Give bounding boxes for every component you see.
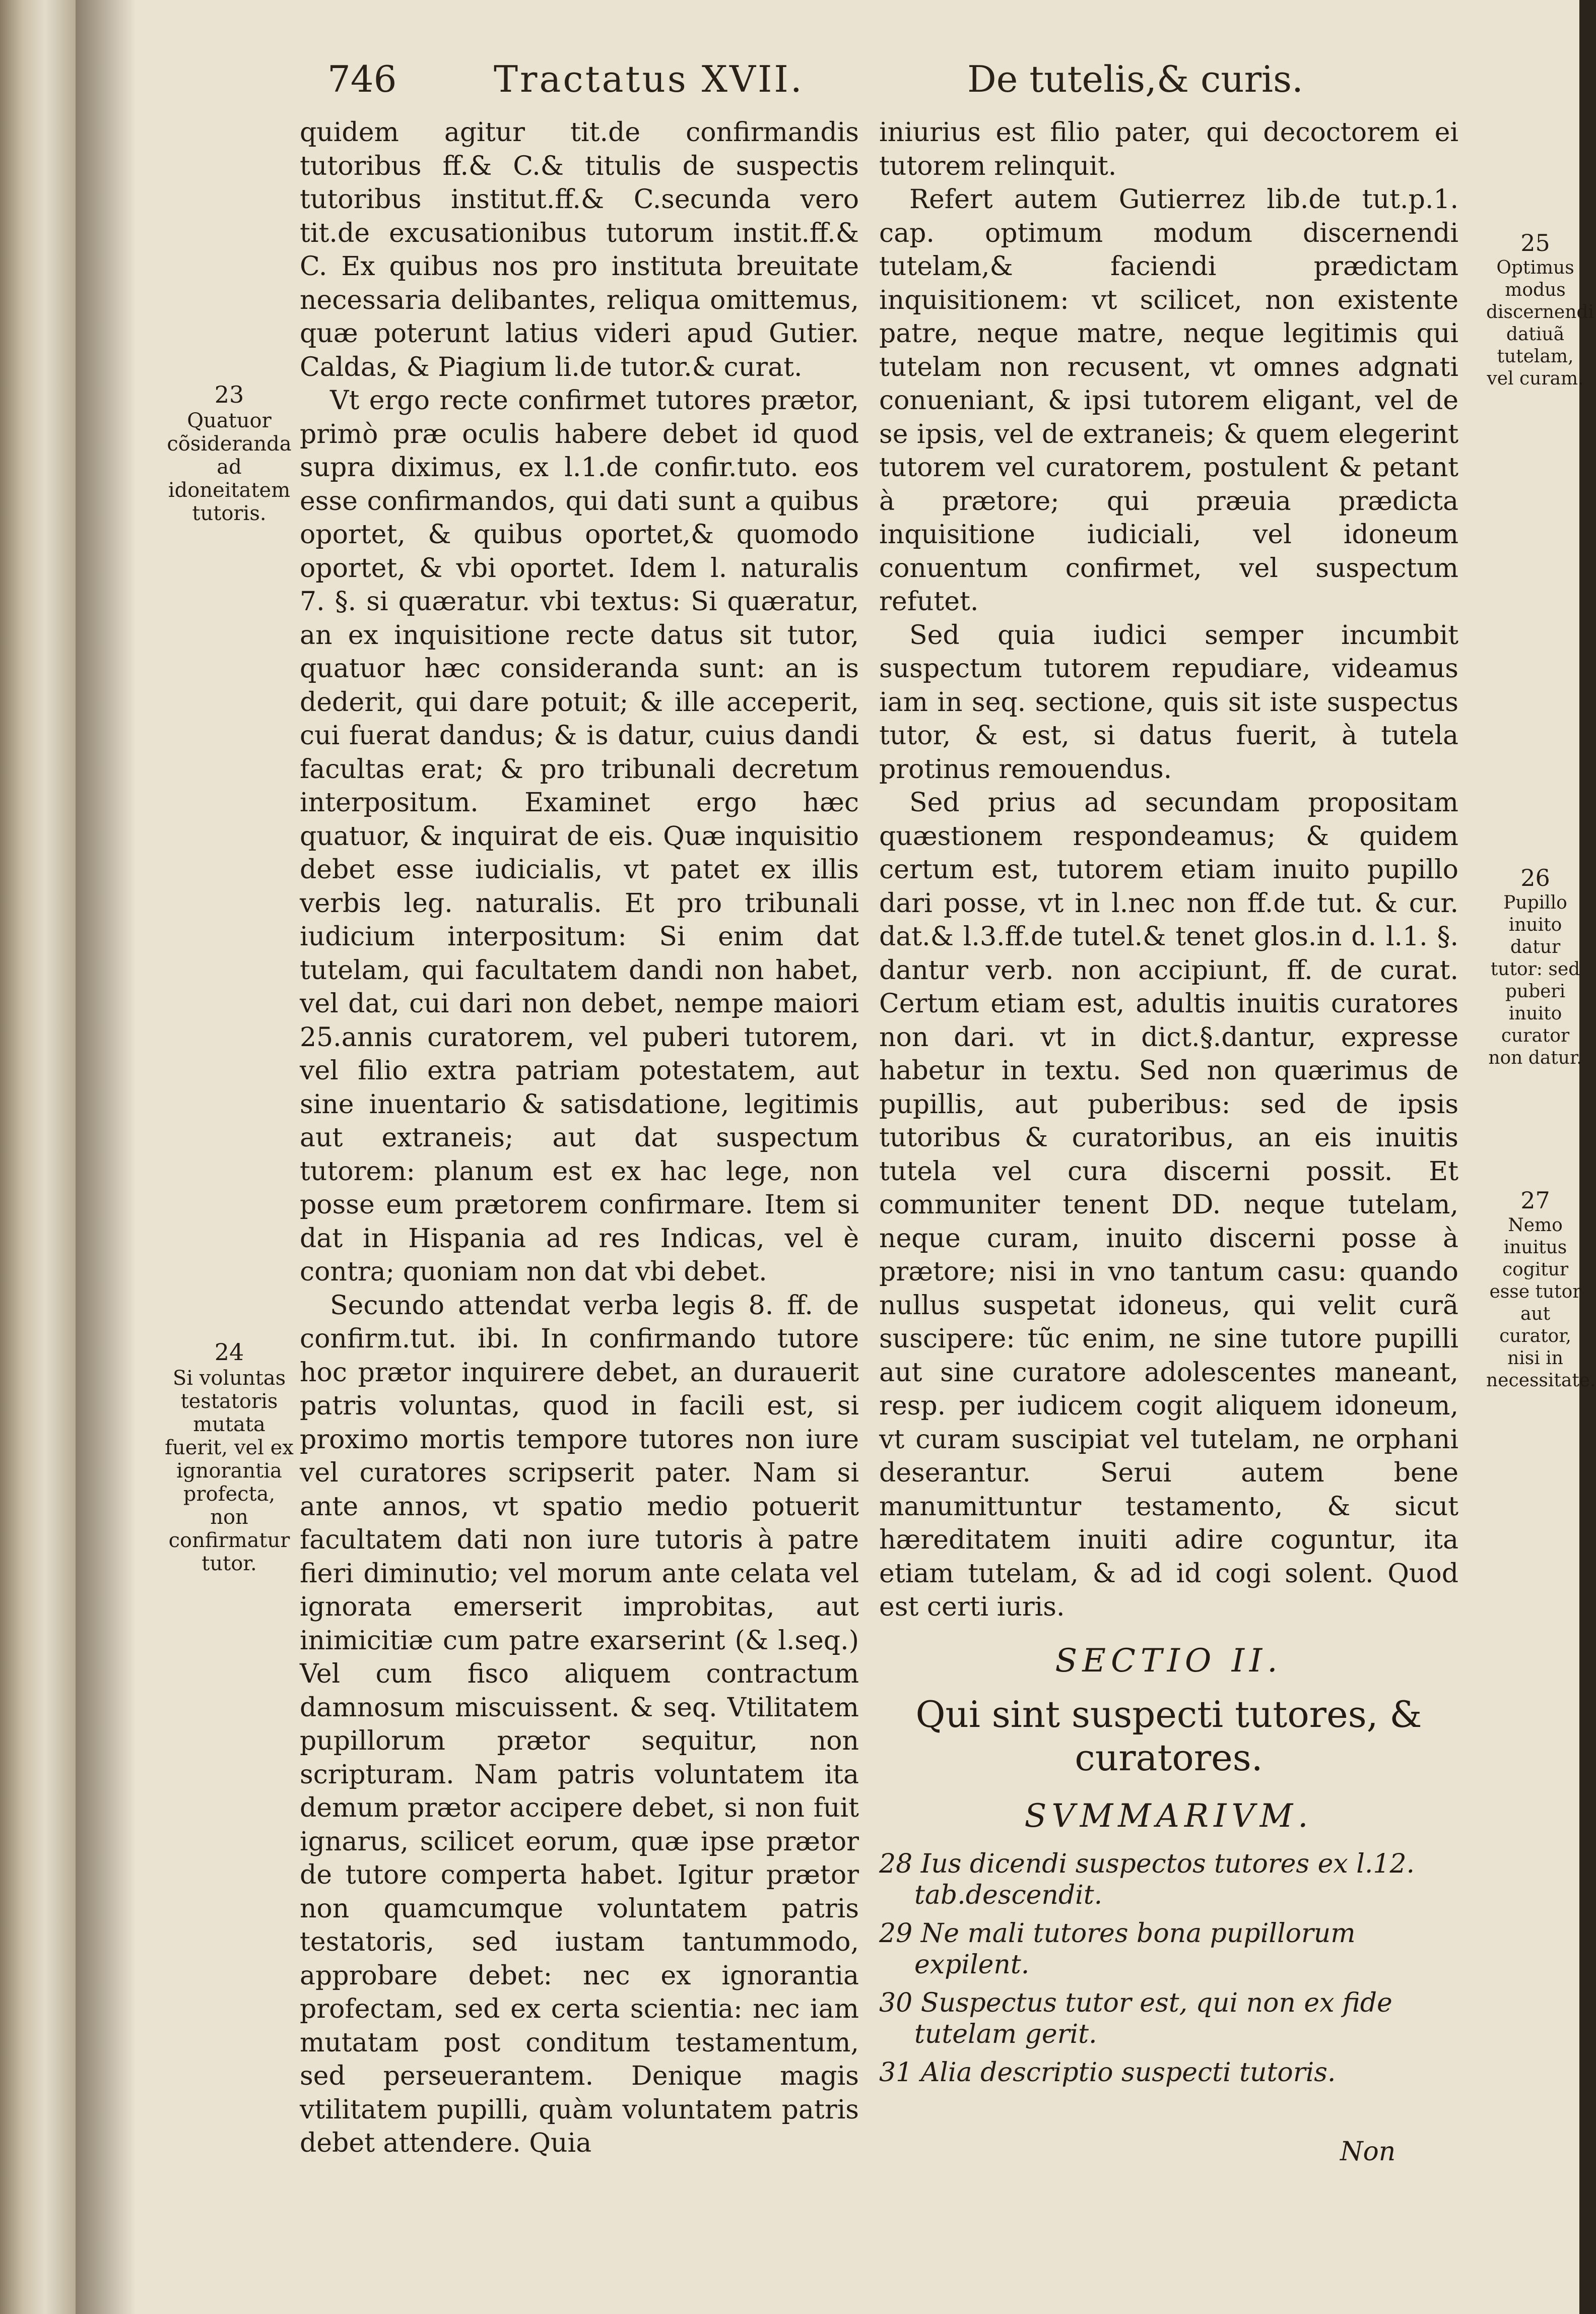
section-label: SECTIO II. — [1055, 1642, 1283, 1680]
left-column — [300, 116, 859, 2160]
book-page — [76, 0, 1596, 2314]
summary-item: 28 Ius dicendi suspectos tutores ex l.12. tab.descendit. — [879, 1848, 1415, 1910]
margin-note-number: 25 — [1520, 229, 1550, 256]
catchword: Non — [1340, 2137, 1396, 2167]
paragraph: quidem agitur tit.de confirmandis tutoribus ff.& C.& titulis de suspectis tutoribus institut.ff.& C.secunda vero tit.de excusationibus tutorum instit.ff.& C. Ex quibus nos pro instituta breuitate necessaria delibantes, reliqua omittemus, quæ poterunt latius videri apud Gutier. Caldas, & Piagium li.de tutor.& curat. — [300, 117, 859, 382]
margin-note-number: 23 — [214, 381, 244, 408]
margin-note-26 — [1486, 864, 1584, 1069]
paragraph: Sed prius ad secundam propositam quæstionem respondeamus; & quidem certum est, tutorem etiam inuito pupillo dari posse, vt in l.nec non ff.de tut. & cur. dat.& l.3.ff.de tutel.& tenet glos.in d. l.1. §. dantur verb. non accipiunt, ff. de curat. Certum etiam est, adultis inuitis curatores non dari. vt in dict.§.dantur, expresse habetur in textu. Sed non quærimus de pupillis, aut puberibus: sed de ipsis tutoribus & curatoribus, an eis inuitis tutela vel cura discerni possit. Et communiter tenent DD. neque tutelam, neque curam, inuito discerni posse à prætore; nisi in vno tantum casu: quando nullus suspetat idoneus, qui velit curã suscipere: tũc enim, ne sine tutore pupilli aut sine curatore adolescentes maneant, resp. per iudicem cogit aliquem idoneum, vt curam suscipiat vel tutelam, ne orphani deserantur. Serui autem bene manumittuntur testamento, & sicut hæreditatem inuiti adire coguntur, ita etiam tutelam, & ad id cogi solent. Quod est certi iuris. — [879, 788, 1458, 1622]
summarium-title: SVMMARIVM. — [1024, 1797, 1313, 1835]
gutter-shadow — [76, 0, 136, 2314]
page-header — [327, 58, 1486, 113]
paragraph: Refert autem Gutierrez lib.de tut.p.1. cap. optimum modum discernendi tutelam,& faciendi prædictam inquisitionem: vt scilicet, non existente patre, neque matre, neque legitimis qui tutelam non recusent, vt omnes adgnati conueniant, & ipsi tutorem eligant, vel de se ipsis, vel de extraneis; & quem elegerint tutorem vel curatorem, postulent & petant à prætore; qui præuia prædicta inquisitione iudiciali, vel idoneum conuentum confirmet, vel suspectum refutet. — [879, 184, 1458, 617]
margin-note-text: Optimus modus discernendi datiuã tutelam, vel curam. — [1486, 258, 1594, 389]
right-column — [879, 116, 1458, 2095]
summary-item: 31 Alia descriptio suspecti tutoris. — [879, 2057, 1336, 2088]
margin-note-23 — [161, 383, 297, 525]
page-edge — [0, 0, 76, 2314]
paragraph: iniurius est filio pater, qui decoctorem ei tutorem relinquit. — [879, 117, 1458, 181]
section-heading: Qui sint suspecti tutores, & curatores. — [915, 1693, 1422, 1779]
margin-note-text: Pupillo inuito datur tutor: sed puberi inuito curator non datur. — [1488, 892, 1582, 1068]
margin-note-text: Quatuor cõsideranda ad idoneitatem tutoris. — [167, 409, 292, 525]
margin-note-25 — [1486, 229, 1594, 390]
paragraph: Sed quia iudici semper incumbit suspectum tutorem repudiare, videamus iam in seq. sectione, quis sit iste suspectus tutor, & est, si datus fuerit, à tutela protinus remouendus. — [879, 620, 1458, 785]
margin-note-text: Nemo inuitus cogitur esse tutor aut curator, nisi in necessitate. — [1486, 1215, 1596, 1391]
margin-note-text: Si voluntas testatoris mutata fuerit, vel ex ignorantia profecta, non confirmatur tutor. — [165, 1367, 294, 1575]
summary-item: 29 Ne mali tutores bona pupillorum expilent. — [879, 1918, 1356, 1980]
running-head: Tractatus XVII. — [494, 58, 804, 100]
page-title: De tutelis,& curis. — [967, 58, 1303, 100]
summary-item: 30 Suspectus tutor est, qui non ex fide tutelam gerit. — [879, 1987, 1392, 2049]
paragraph: Vt ergo recte confirmet tutores prætor, primò præ oculis habere debet id quod supra diximus, ex l.1.de confir.tuto. eos esse confirmandos, qui dati sunt a quibus oportet, & quibus oportet,& quomodo oportet, & vbi oportet. Idem l. naturalis 7. §. si quæratur. vbi textus: Si quæratur, an ex inquisitione recte datus sit tutor, quatuor hæc consideranda sunt: an is dederit, qui dare potuit; & ille acceperit, cui fuerat dandus; & is datur, cuius dandi facultas erat; & pro tribunali decretum interpositum. Examinet ergo hæc quatuor, & inquirat de eis. Quæ inquisitio debet esse iudicialis, vt patet ex illis verbis leg. naturalis. Et pro tribunali iudicium interpositum: Si enim dat tutelam, qui facultatem dandi non habet, vel dat, cui dari non debet, nempe maiori 25.annis curatorem, vel puberi tutorem, vel filio extra patriam potestatem, aut sine inuentario & satisdatione, legitimis aut extraneis; aut dat suspectum tutorem: planum est ex hac lege, non posse eum prætorem confirmare. Item si dat in Hispania ad res Indicas, vel è contra; quoniam non dat vbi debet. — [300, 385, 859, 1287]
margin-note-number: 24 — [214, 1338, 244, 1366]
paragraph: Secundo attendat verba legis 8. ff. de confirm.tut. ibi. In confirmando tutore hoc prætor inquirere debet, an durauerit patris voluntas, quod in facili est, si proximo mortis tempore tutores non iure vel curatores scripserit pater. Nam si ante annos, vt spatio medio potuerit facultatem dati non iure tutoris à patre fieri diminutio; vel morum ante celata vel ignorata emerserit improbitas, aut inimicitiæ cum patre exarserint (& l.seq.) Vel cum fisco aliquem contractum damnosum miscuissent. & seq. Vtilitatem pupillorum prætor sequitur, non scripturam. Nam patris voluntatem ita demum prætor accipere debet, si non fuit ignarus, scilicet eorum, quæ ipse prætor de tutore comperta habet. Igitur prætor non quamcumque voluntatem patris testatoris, sed iustam tantummodo, approbare debet: nec ex ignorantia profectam, sed ex certa scientia: nec iam mutatam post conditum testamentum, sed perseuerantem. Denique magis vtilitatem pupilli, quàm voluntatem patris debet attendere. Quia — [300, 1290, 859, 2158]
margin-note-27 — [1486, 1187, 1596, 1392]
margin-note-number: 27 — [1520, 1187, 1550, 1214]
margin-note-24 — [161, 1340, 297, 1575]
margin-note-number: 26 — [1520, 864, 1550, 891]
page-number: 746 — [327, 58, 397, 100]
